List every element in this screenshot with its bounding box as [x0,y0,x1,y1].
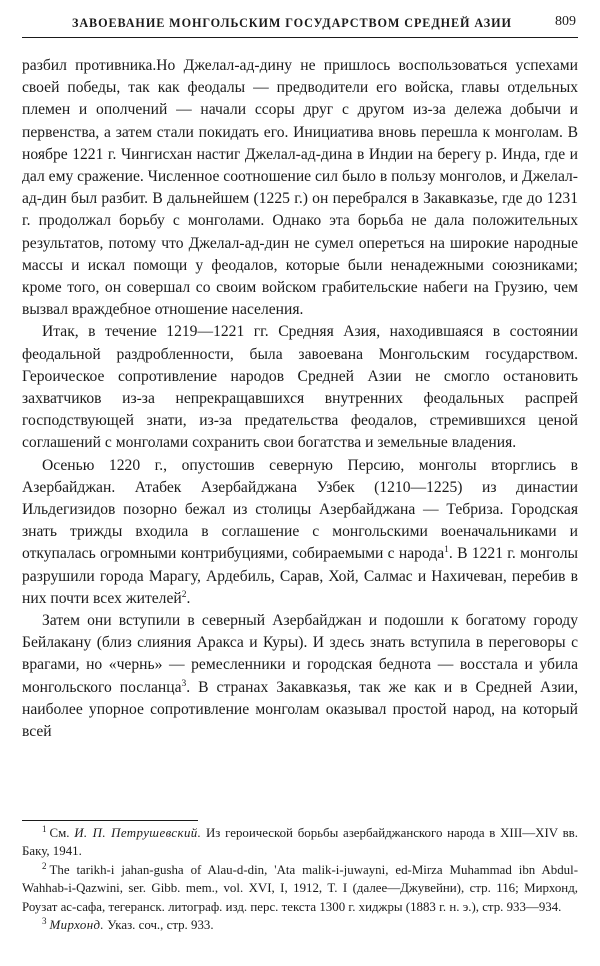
footnote-3-text: Указ. соч., стр. 933. [107,918,214,933]
footnote-1 [22,824,578,861]
running-title: ЗАВОЕВАНИЕ МОНГОЛЬСКИМ ГОСУДАРСТВОМ СРЕДНЕЙ АЗИИ [72,16,512,30]
running-header [22,13,578,38]
footnote-ref-2[interactable]: 2 [181,589,187,600]
footnote-2-number: 2 [42,860,47,871]
paragraph-4 [22,610,578,743]
footnote-1-text: Из героической борьбы азербайджанского народа в XIII—XIV вв. Баку, 1941. [22,826,578,859]
footnote-2-text: The tarikh-i jahan-gusha of Alau-d-din, 'Ata malik-i-juwayni, ed-Mirza Muhammad ibn Abdul-Wahhab-i-Qazwini, ser. Gibb. mem., vol. XVI, I, 1912, T. I (далее—Джувейни), стр. 116; Мирхонд, Роузат ас-сафа, тегеранск. литограф. изд. перс. текста 1300 г. хиджры (1883 г. н. э.), стр. 933—934. [22,862,578,914]
page-number: 809 [555,14,576,29]
footnote-ref-1[interactable]: 1 [444,545,449,556]
paragraph-4-text-b: . В странах Закавказья, так же как и в Средней Азии, наиболее упорное сопротивление монголам оказывал простой народ, на который всей [22,678,578,741]
paragraph-3-text-b: . В 1221 г. монголы разрушили города Марагу, Ардебиль, Сарав, Хой, Салмас и Нахичеван, перебив в них почти всех жителей [22,545,578,607]
footnote-1-prefix: См. [49,826,70,840]
paragraph-4-text-a: Затем они вступили в северный Азербайджан и подошли к богатому городу Бейлакану (близ слияния Аракса и Куры). И здесь знать вступила в переговоры с врагами, но «чернь» — ремесленники и городская беднота — восстала и убила монгольского посланца [22,612,578,696]
paragraph-3 [22,455,578,610]
footnote-1-author: И. П. Петрушевский. [74,826,202,840]
footnote-3-author: Мирхонд. [49,918,105,933]
footnote-3 [22,916,578,934]
paragraph-1-text: разбил противника.Но Джелал-ад-дину не пришлось воспользоваться успехами своей победы, так как феодалы — предводители его войска, главы отдельных племен и ополчений — начали ссоры друг с другом из-за дележа добычи и первенства, а затем стали покидать его. Инициатива вновь перешла к монголам. В ноябре 1221 г. Чингисхан настиг Джелал-ад-дина в Индии на берегу р. Инда, где и дал ему сражение. Численное соотношение сил было в пользу монголов, и Джелал-ад-дин был разбит. В дальнейшем (1225 г.) он перебрался в Закавказье, где до 1231 г. продолжал борьбу с монголами. Однако эта борьба не дала положительных результатов, потому что Джелал-ад-дин не сумел опереться на широкие народные массы и искал помощи у феодалов, которые были ненадежными союзниками; кроме того, он совершал со своим войском грабительские набеги на Грузию, чем вызвал враждебное отношение населения. [22,57,578,319]
paragraph-2-text: Итак, в течение 1219—1221 гг. Средняя Азия, находившаяся в состоянии феодальной раздробленности, была завоевана Монгольским государством. Героическое сопротивление народов Средней Азии не смогло остановить захватчиков из-за непрекращавшихся внутренних феодальных распрей господствующей знати, из-за предательства феодалов, стремившихся ценой соглашений с монголами сохранить свои богатства и земельные владения. [22,323,578,452]
main-text [22,55,578,743]
paragraph-1 [22,55,578,321]
paragraph-3-text-c: . [186,589,191,607]
paragraph-2 [22,321,578,454]
footnote-divider [22,820,198,821]
paragraph-3-text-a: Осенью 1220 г., опустошив северную Персию, монголы вторглись в Азербайджан. Атабек Азербайджана Узбек (1210—1225) из династии Ильдегизидов позорно бежал из столицы Азербайджана — Тебриза. Городская знать трижды входила в соглашение с монгольскими военачальниками и откупалась огромными контрибуциями, собираемыми с народа [22,456,578,563]
footnote-1-number: 1 [42,824,47,834]
footnote-ref-3[interactable]: 3 [181,678,187,689]
footnote-2 [22,861,578,916]
footnote-3-number: 3 [42,916,47,927]
footnotes [22,824,578,934]
